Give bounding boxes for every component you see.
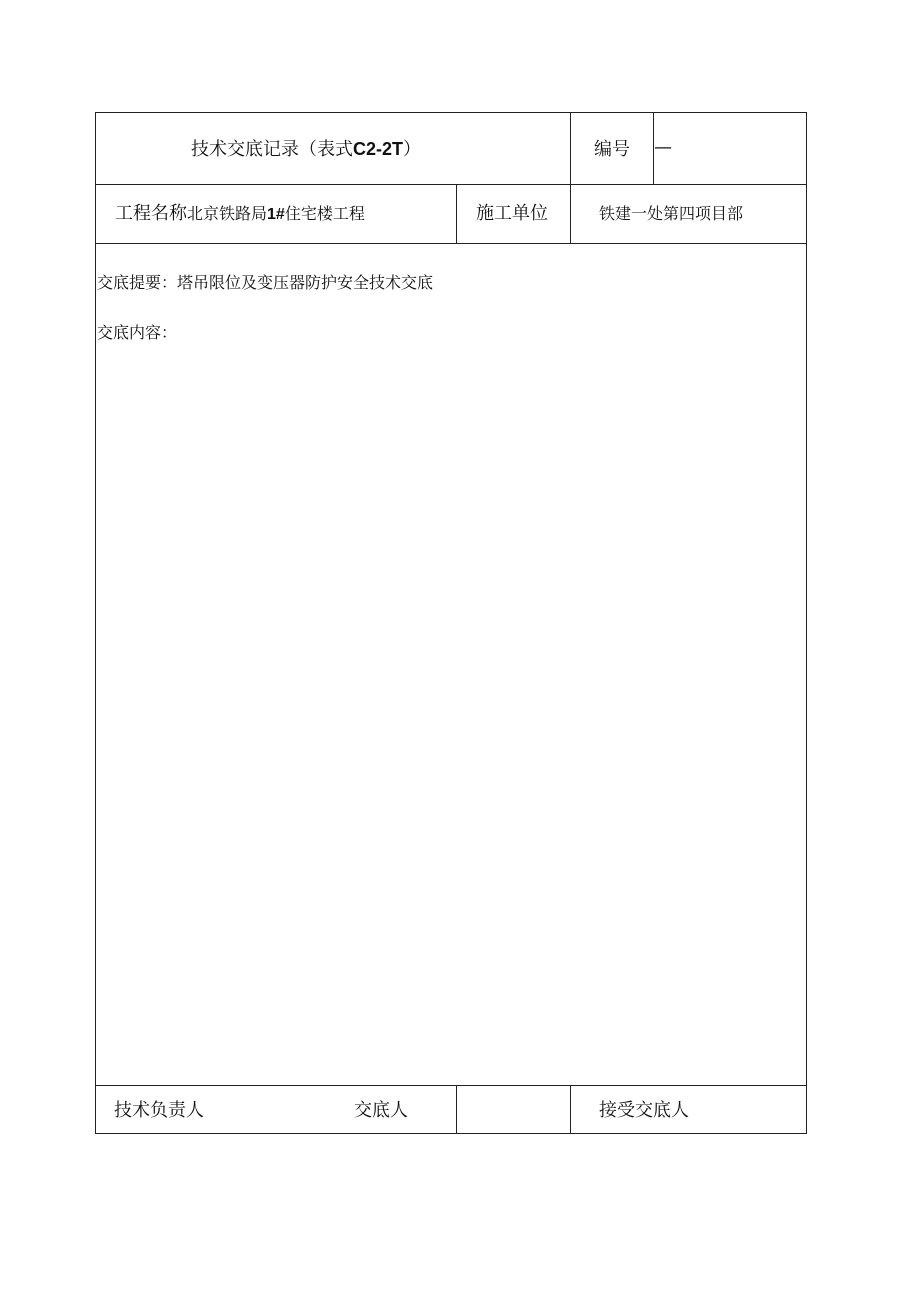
content-label: 交底内容：: [97, 323, 178, 342]
form-title-code: C2-2T: [353, 139, 404, 159]
technical-disclosure-form: [95, 112, 807, 1134]
col-divider-footer-right: [570, 1085, 571, 1134]
summary-label: 交底提要：: [97, 273, 178, 292]
summary-line: [97, 275, 433, 291]
col-divider-project-right: [570, 184, 571, 243]
form-title-prefix: 技术交底记录（表式: [191, 139, 353, 160]
project-name-label: 工程名称: [115, 203, 187, 224]
project-name-value-number: 1#: [267, 206, 285, 223]
project-name-value-part1: 北京铁路局: [187, 204, 268, 223]
row-divider-title: [96, 184, 807, 185]
discloser-label: 交底人: [354, 1100, 408, 1121]
receiver-label: 接受交底人: [599, 1100, 689, 1121]
col-divider-footer-mid: [456, 1085, 457, 1134]
row-divider-footer: [96, 1085, 807, 1086]
project-name-cell: [115, 205, 365, 223]
tech-lead-label: 技术负责人: [114, 1100, 204, 1121]
number-label: 编号: [594, 139, 630, 160]
construction-unit-label: 施工单位: [476, 203, 548, 224]
col-divider-number-label: [570, 113, 571, 184]
row-divider-project: [96, 243, 807, 244]
form-title-suffix: ）: [403, 139, 422, 160]
project-name-value-part2: 住宅楼工程: [284, 204, 365, 223]
col-divider-project-mid: [456, 184, 457, 243]
number-value: —: [654, 137, 672, 158]
form-title: [191, 140, 421, 159]
construction-unit-value: 铁建一处第四项目部: [599, 204, 744, 223]
summary-value: 塔吊限位及变压器防护安全技术交底: [177, 273, 434, 292]
